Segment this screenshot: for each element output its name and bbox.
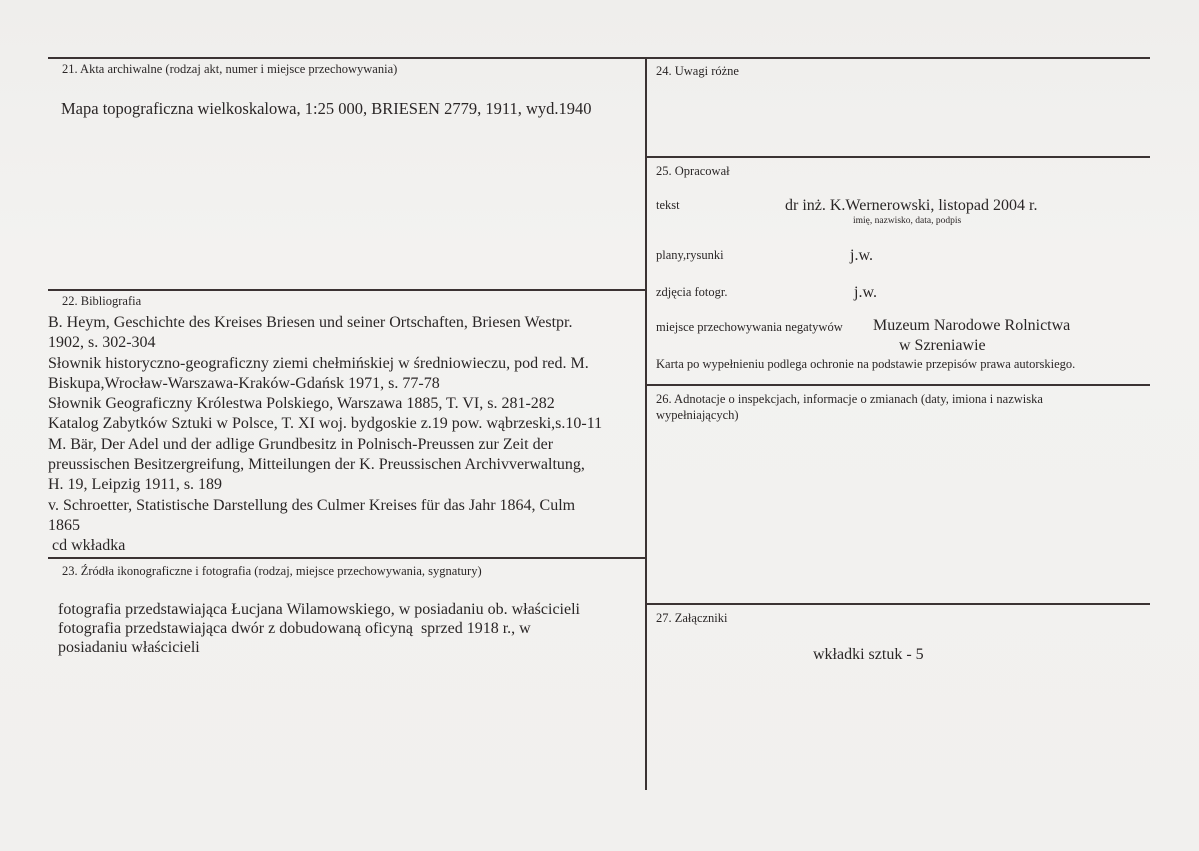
tekst-value: dr inż. K.Wernerowski, listopad 2004 r. bbox=[785, 197, 1038, 214]
attachments-value: wkładki sztuk - 5 bbox=[813, 646, 924, 663]
divider-22-23 bbox=[48, 557, 646, 559]
bibliography-line: B. Heym, Geschichte des Kreises Briesen und seiner Ortschaften, Briesen Westpr. bbox=[48, 314, 573, 331]
bibliography-line: Słownik historyczno-geograficzny ziemi chełmińskiej w średniowieczu, pod red. M. bbox=[48, 354, 589, 372]
section-25-label: 25. Opracował bbox=[656, 164, 730, 178]
divider-24-25 bbox=[645, 156, 1150, 158]
section-26-label-cont: wypełniających) bbox=[656, 408, 739, 422]
bibliography-list bbox=[48, 313, 648, 557]
negatywy-value-2: w Szreniawie bbox=[899, 337, 986, 354]
bibliography-line: preussischen Besitzergreifung, Mitteilungen der K. Preussischen Archivverwaltung, bbox=[48, 456, 585, 474]
section-24-label: 24. Uwagi różne bbox=[656, 64, 739, 78]
divider-26-27 bbox=[645, 603, 1150, 605]
section-22-label: 22. Bibliografia bbox=[62, 294, 142, 308]
tekst-caption: imię, nazwisko, data, podpis bbox=[853, 216, 962, 226]
section-27-label: 27. Załączniki bbox=[656, 611, 728, 625]
bibliography-line: Biskupa,Wrocław-Warszawa-Kraków-Gdańsk 1971, s. 77-78 bbox=[48, 374, 440, 392]
bibliography-line: cd wkładka bbox=[48, 537, 126, 555]
bibliography-line: Katalog Zabytków Sztuki w Polsce, T. XI woj. bydgoskie z.19 pow. wąbrzeski,s.10-11 bbox=[48, 415, 603, 433]
bibliography-line: v. Schroetter, Statistische Darstellung des Culmer Kreises für das Jahr 1864, Culm bbox=[48, 496, 576, 514]
divider-25-26 bbox=[645, 384, 1150, 386]
bibliography-line: Słownik Geograficzny Królestwa Polskiego, Warszawa 1885, T. VI, s. 281-282 bbox=[48, 395, 555, 413]
zdjecia-label: zdjęcia fotogr. bbox=[656, 285, 728, 299]
copyright-note: Karta po wypełnieniu podlega ochronie na podstawie przepisów prawa autorskiego. bbox=[656, 357, 1076, 371]
bibliography-line: 1902, s. 302-304 bbox=[48, 334, 156, 352]
iconographic-sources-list bbox=[58, 600, 643, 657]
section-21-text: Mapa topograficzna wielkoskalowa, 1:25 000, BRIESEN 2779, 1911, wyd.1940 bbox=[61, 99, 592, 118]
source-line: fotografia przedstawiająca dwór z dobudowaną oficyną sprzed 1918 r., w bbox=[58, 620, 531, 637]
source-line: fotografia przedstawiająca Łucjana Wilamowskiego, w posiadaniu ob. właścicieli bbox=[58, 601, 580, 618]
bibliography-line: H. 19, Leipzig 1911, s. 189 bbox=[48, 476, 223, 494]
section-21-label: 21. Akta archiwalne (rodzaj akt, numer i miejsce przechowywania) bbox=[62, 62, 398, 76]
section-26-label: 26. Adnotacje o inspekcjach, informacje o zmianach (daty, imiona i nazwiska bbox=[656, 392, 1043, 406]
negatywy-label: miejsce przechowywania negatywów bbox=[656, 320, 843, 334]
divider-21-22 bbox=[48, 289, 646, 291]
negatywy-value-1: Muzeum Narodowe Rolnictwa bbox=[873, 317, 1071, 334]
bibliography-line: 1865 bbox=[48, 516, 80, 534]
tekst-label: tekst bbox=[656, 198, 680, 212]
plany-label: plany,rysunki bbox=[656, 248, 724, 262]
source-line: posiadaniu właścicieli bbox=[58, 639, 200, 656]
bibliography-line: M. Bär, Der Adel und der adlige Grundbesitz in Polnisch-Preussen zur Zeit der bbox=[48, 435, 554, 453]
section-23-label: 23. Źródła ikonograficzne i fotografia (rodzaj, miejsce przechowywania, sygnatury) bbox=[62, 564, 482, 578]
zdjecia-value: j.w. bbox=[854, 284, 877, 301]
plany-value: j.w. bbox=[850, 247, 873, 264]
top-border-line bbox=[48, 57, 1150, 59]
